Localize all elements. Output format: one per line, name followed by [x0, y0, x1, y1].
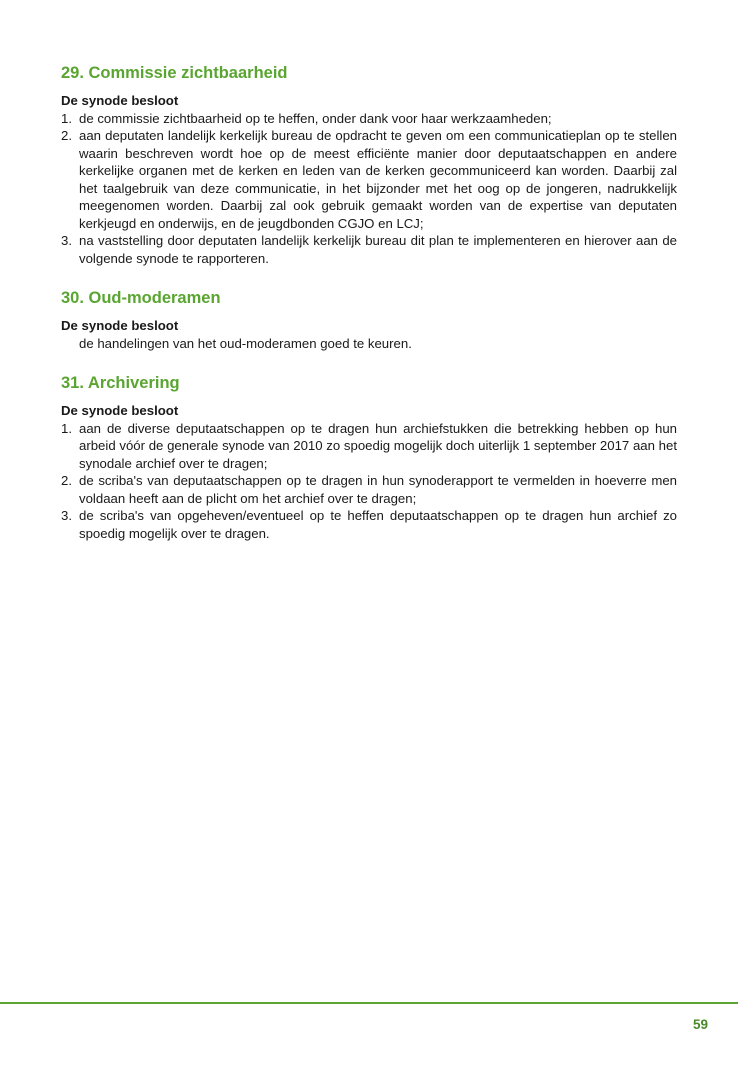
- footer-rule: [0, 1002, 738, 1004]
- section-heading: 30. Oud-moderamen: [61, 289, 221, 307]
- decision-list: [61, 110, 677, 268]
- section-spacer: [61, 352, 677, 372]
- section-heading: 31. Archivering: [61, 374, 180, 392]
- page-number: 59: [692, 1017, 708, 1032]
- item-text: aan deputaten landelijk kerkelijk bureau de opdracht te geven om een communicatieplan op te stellen waarin beschreven wordt hoe op de meest efficiënte manier door deputaatschappen en andere kerkelijke organen met de kerken en leden van de kerken gecommuniceerd kan worden. Daarbij zal het taalgebruik van deze communicatie, in het bijzonder met het oog op de jongeren, nadrukkelijk meegenomen worden. Daarbij zal ook gebruik gemaakt worden van de expertise van deputaten kerkjeugd en onderwijs, en de jeugdbonden CGJO en LCJ;: [79, 128, 677, 231]
- section-archivering: [61, 372, 677, 542]
- section-oud-moderamen: [61, 287, 677, 352]
- list-item: [61, 127, 677, 232]
- list-item: [61, 110, 677, 128]
- list-item: [61, 232, 677, 267]
- page-content: [61, 62, 677, 542]
- item-number: 1.: [61, 110, 72, 126]
- decision-label: De synode besloot: [61, 403, 179, 418]
- list-item: [61, 420, 677, 473]
- item-number: 2.: [61, 128, 72, 143]
- item-text: de scriba's van opgeheven/eventueel op te heffen deputaatschappen op te dragen hun archief zo spoedig mogelijk over te dragen.: [79, 508, 677, 541]
- item-text: de commissie zichtbaarheid op te heffen, onder dank voor haar werkzaamheden;: [79, 110, 552, 126]
- item-text: aan de diverse deputaatschappen op te dragen hun archiefstukken die betrekking hebben op hun arbeid vóór de generale synode van 2010 zo spoedig mogelijk doch uiterlijk 1 september 2017 aan het synodale archief over te dragen;: [79, 420, 677, 471]
- decision-text: de handelingen van het oud-moderamen goed te keuren.: [79, 335, 412, 351]
- decision-label: De synode besloot: [61, 93, 179, 108]
- list-item: [61, 507, 677, 542]
- item-text: na vaststelling door deputaten landelijk kerkelijk bureau dit plan te implementeren en hierover aan de volgende synode te rapporteren.: [79, 233, 677, 266]
- item-text: de scriba's van deputaatschappen op te dragen in hun synoderapport te vermelden in hoeverre men voldaan heeft aan de plicht om het archief over te dragen;: [79, 473, 677, 506]
- section-spacer: [61, 267, 677, 287]
- list-item: [61, 472, 677, 507]
- item-number: 3.: [61, 233, 72, 248]
- decision-label: De synode besloot: [61, 318, 179, 333]
- item-number: 2.: [61, 473, 72, 488]
- item-number: 1.: [61, 420, 72, 436]
- section-commissie-zichtbaarheid: [61, 62, 677, 267]
- section-heading: 29. Commissie zichtbaarheid: [61, 64, 288, 82]
- item-number: 3.: [61, 508, 72, 523]
- decision-list: [61, 420, 677, 543]
